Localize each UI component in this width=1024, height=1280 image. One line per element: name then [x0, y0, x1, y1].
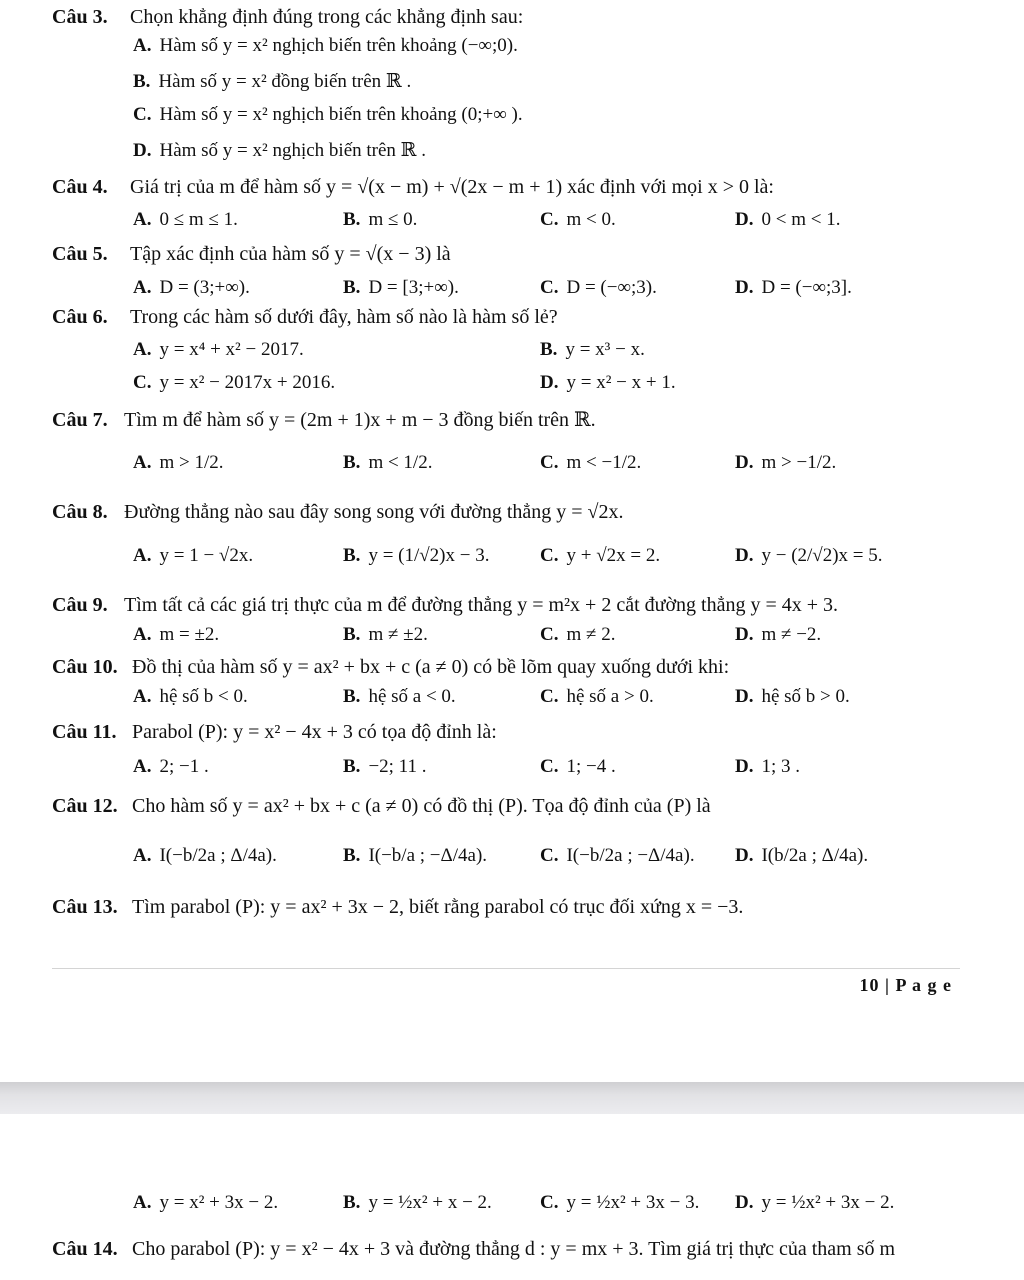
option-d: D. y − (2/√2)x = 5. [735, 545, 883, 566]
question-label: Câu 4. [52, 176, 108, 198]
question-label: Câu 9. [52, 594, 108, 616]
option-c: C. m ≠ 2. [540, 624, 616, 645]
question-9 [52, 594, 838, 617]
question-3 [52, 6, 523, 29]
question-label: Câu 11. [52, 721, 117, 743]
option-d: D. hệ số b > 0. [735, 686, 850, 707]
question-text: Đồ thị của hàm số y = ax² + bx + c (a ≠ 0) có bề lõm quay xuống dưới khi: [132, 656, 730, 678]
option-d: D. I(b/2a ; Δ/4a). [735, 845, 869, 866]
question-5 [52, 243, 451, 266]
footer-divider [52, 968, 960, 969]
question-label: Câu 14. [52, 1238, 118, 1260]
question-13 [52, 896, 743, 919]
option-a: A. hệ số b < 0. [133, 686, 248, 707]
option-b: B. I(−b/a ; −Δ/4a). [343, 845, 488, 866]
option-c: C. m < 0. [540, 209, 616, 230]
question-label: Câu 13. [52, 896, 118, 918]
question-label: Câu 7. [52, 409, 108, 431]
question-text: Trong các hàm số dưới đây, hàm số nào là hàm số lẻ? [130, 306, 558, 328]
option-b: B. y = (1/√2)x − 3. [343, 545, 490, 566]
option-a: A. I(−b/2a ; Δ/4a). [133, 845, 277, 866]
option-d: D. y = x² − x + 1. [540, 372, 676, 393]
option-c: C. y + √2x = 2. [540, 545, 661, 566]
option-b: B. −2; 11 . [343, 756, 427, 777]
option-b: B. m ≠ ±2. [343, 624, 428, 645]
option-c: C. I(−b/2a ; −Δ/4a). [540, 845, 695, 866]
option-d: D. 1; 3 . [735, 756, 801, 777]
option-a: A. D = (3;+∞). [133, 277, 250, 298]
question-text: Tập xác định của hàm số y = √(x − 3) là [130, 243, 451, 265]
question-6 [52, 306, 558, 329]
option-d: D. m ≠ −2. [735, 624, 822, 645]
option-c: C. Hàm số y = x² nghịch biến trên khoảng (0;+∞ ). [133, 104, 523, 125]
question-text: Giá trị của m để hàm số y = √(x − m) + √(2x − m + 1) xác định với mọi x > 0 là: [130, 176, 774, 198]
option-d: D. y = ½x² + 3x − 2. [735, 1192, 895, 1213]
question-12 [52, 795, 711, 818]
option-c: C. m < −1/2. [540, 452, 642, 473]
question-label: Câu 3. [52, 6, 108, 28]
option-d: D. Hàm số y = x² nghịch biến trên ℝ . [133, 140, 426, 161]
option-d: D. m > −1/2. [735, 452, 837, 473]
question-label: Câu 5. [52, 243, 108, 265]
option-b: B. D = [3;+∞). [343, 277, 459, 298]
option-b: B. Hàm số y = x² đồng biến trên ℝ . [133, 71, 412, 92]
question-text: Cho hàm số y = ax² + bx + c (a ≠ 0) có đồ thị (P). Tọa độ đỉnh của (P) là [132, 795, 711, 817]
page-separator [0, 1082, 1024, 1114]
option-c: C. D = (−∞;3). [540, 277, 657, 298]
option-a: A. y = x² + 3x − 2. [133, 1192, 279, 1213]
option-b: B. m ≤ 0. [343, 209, 418, 230]
question-text: Đường thẳng nào sau đây song song với đường thẳng y = √2x. [124, 501, 624, 523]
option-c: C. 1; −4 . [540, 756, 616, 777]
option-c: C. hệ số a > 0. [540, 686, 654, 707]
question-label: Câu 6. [52, 306, 108, 328]
question-14 [52, 1238, 895, 1261]
option-a: A. y = 1 − √2x. [133, 545, 254, 566]
question-7 [52, 407, 596, 432]
option-b: B. y = ½x² + x − 2. [343, 1192, 492, 1213]
option-a: A. 0 ≤ m ≤ 1. [133, 209, 238, 230]
question-4 [52, 176, 774, 199]
question-text: Tìm m để hàm số y = (2m + 1)x + m − 3 đồng biến trên ℝ. [124, 409, 596, 431]
question-label: Câu 12. [52, 795, 118, 817]
option-c: C. y = x² − 2017x + 2016. [133, 372, 336, 393]
option-b: B. hệ số a < 0. [343, 686, 456, 707]
page-number: 10 | P a g e [859, 975, 952, 995]
option-b: B. y = x³ − x. [540, 339, 645, 360]
question-text: Cho parabol (P): y = x² − 4x + 3 và đường thẳng d : y = mx + 3. Tìm giá trị thực của tham số m [132, 1238, 896, 1260]
question-8 [52, 501, 624, 524]
option-b: B. m < 1/2. [343, 452, 433, 473]
document-page-11 [0, 1114, 1024, 1280]
option-a: A. m > 1/2. [133, 452, 224, 473]
question-11 [52, 721, 497, 744]
option-a: A. Hàm số y = x² nghịch biến trên khoảng (−∞;0). [133, 35, 518, 56]
question-text: Parabol (P): y = x² − 4x + 3 có tọa độ đỉnh là: [132, 721, 497, 743]
option-c: C. y = ½x² + 3x − 3. [540, 1192, 700, 1213]
question-label: Câu 10. [52, 656, 118, 678]
option-d: D. D = (−∞;3]. [735, 277, 852, 298]
option-a: A. y = x⁴ + x² − 2017. [133, 339, 304, 360]
question-label: Câu 8. [52, 501, 108, 523]
option-a: A. 2; −1 . [133, 756, 209, 777]
option-a: A. m = ±2. [133, 624, 220, 645]
question-text: Tìm tất cả các giá trị thực của m để đường thẳng y = m²x + 2 cắt đường thẳng y = 4x + 3. [124, 594, 839, 616]
question-text: Tìm parabol (P): y = ax² + 3x − 2, biết rằng parabol có trục đối xứng x = −3. [132, 896, 744, 918]
question-text: Chọn khẳng định đúng trong các khẳng định sau: [130, 6, 524, 28]
question-10 [52, 656, 729, 679]
option-d: D. 0 < m < 1. [735, 209, 841, 230]
